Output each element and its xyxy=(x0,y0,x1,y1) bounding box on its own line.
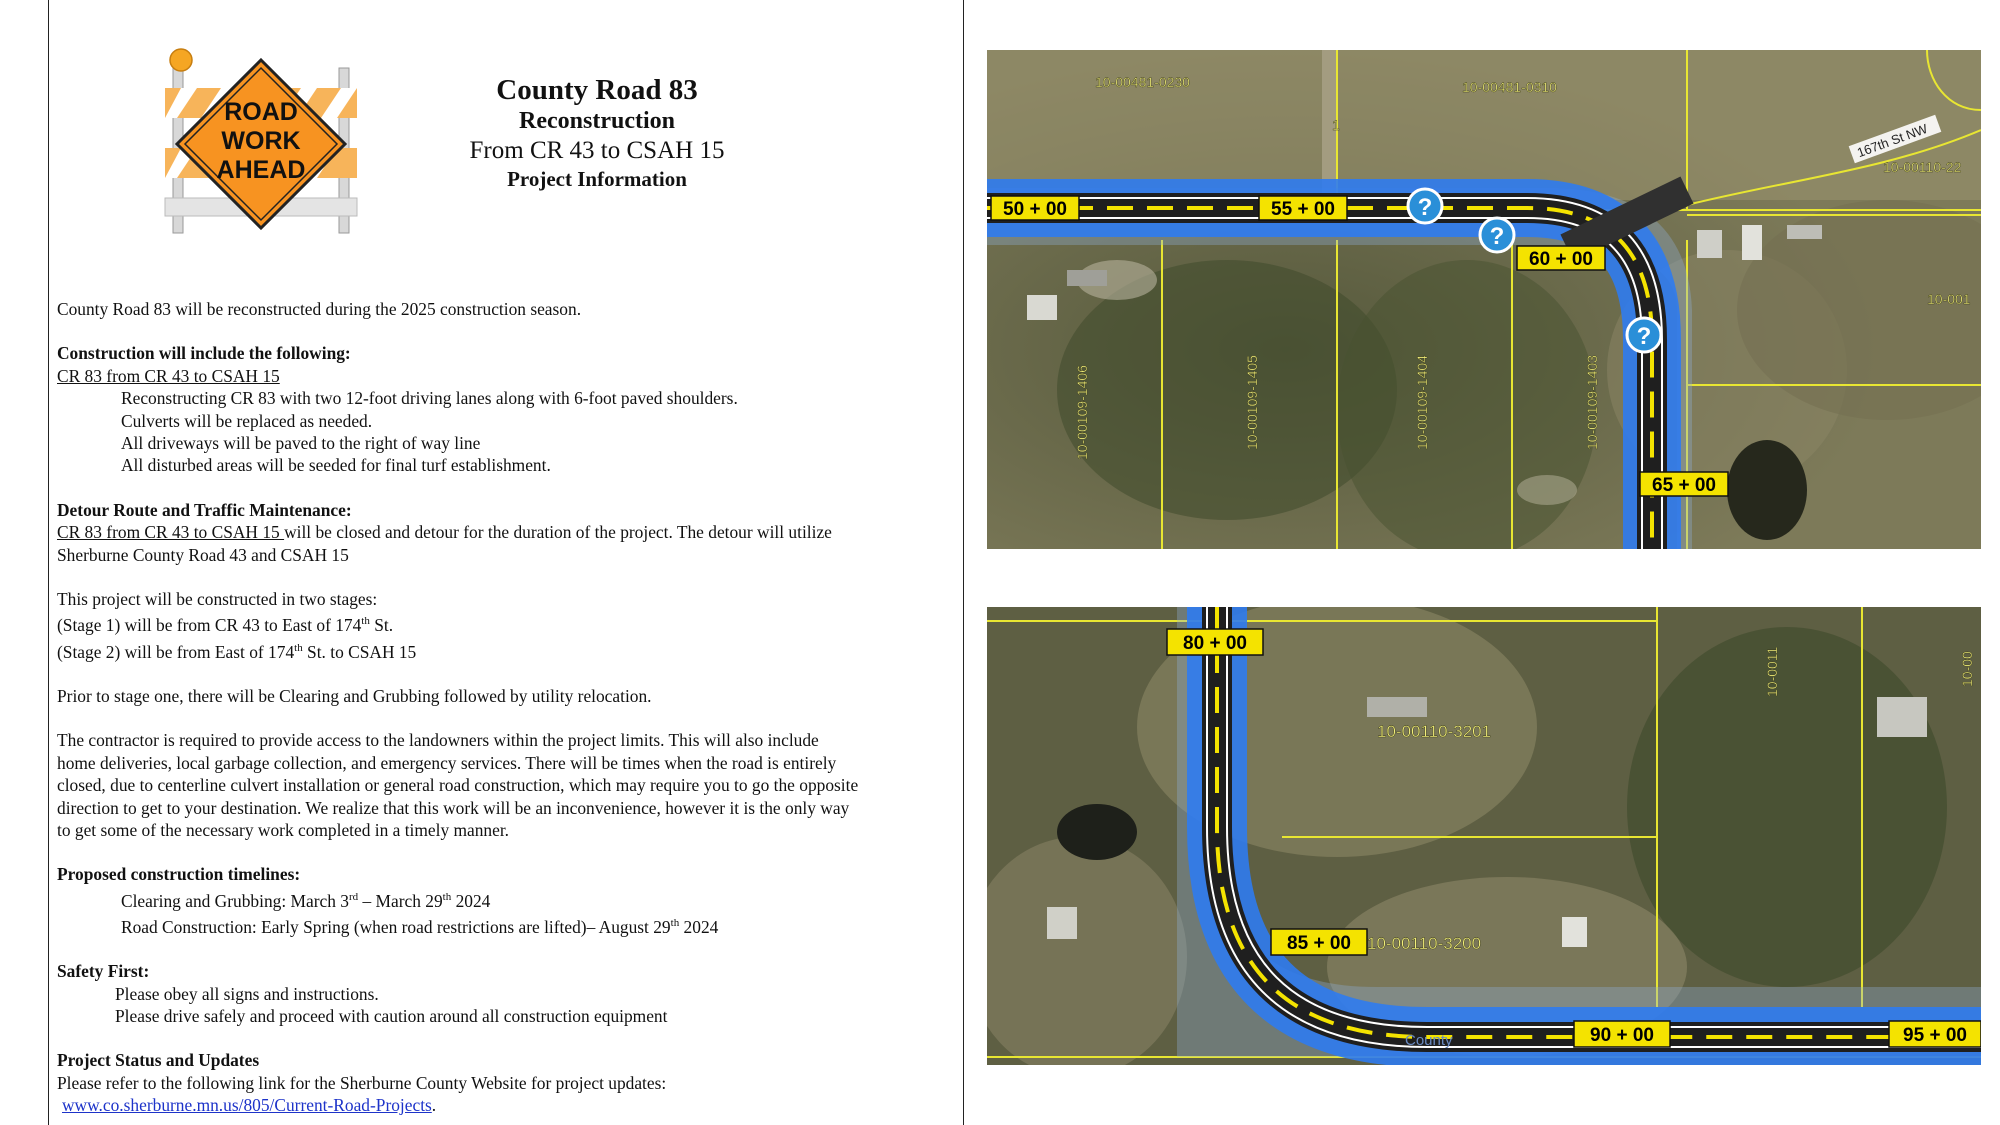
aerial-map-stations-80-95 xyxy=(987,607,1981,1065)
intro-text: County Road 83 will be reconstructed during the 2025 construction season. xyxy=(57,299,582,319)
parcel-id: 10-00110-3201 xyxy=(1377,722,1492,741)
station-label: 50 + 00 xyxy=(1003,199,1067,220)
station-label: 85 + 00 xyxy=(1287,933,1351,954)
detour-segment: CR 83 from CR 43 to CSAH 15 xyxy=(57,522,285,543)
stage-1 xyxy=(57,610,957,636)
document-title: County Road 83 xyxy=(496,74,698,106)
access-line: to get some of the necessary work completed in a timely manner. xyxy=(57,819,510,840)
document-header xyxy=(407,74,787,192)
document-page xyxy=(48,0,964,1125)
station-label: 55 + 00 xyxy=(1271,199,1335,220)
parcel-id: 10-00109-1403 xyxy=(1584,355,1600,450)
question-marker-icon[interactable] xyxy=(1480,218,1514,252)
access-line: closed, due to centerline culvert installation or general road construction, which may require you to go the opposite xyxy=(57,775,859,796)
timeline-sup: th xyxy=(670,916,680,929)
status-link-line xyxy=(57,1094,957,1116)
stage-2-tail: St. to CSAH 15 xyxy=(302,641,417,662)
status-text: Please refer to the following link for the Sherburne County Website for project updates: xyxy=(57,1072,667,1093)
document-subtitle: Reconstruction xyxy=(519,108,675,135)
station-label: 90 + 00 xyxy=(1590,1025,1654,1046)
access-line: direction to get to your destination. We realize that this work will be an inconvenience, however it is the only way xyxy=(57,797,850,818)
status-heading: Project Status and Updates xyxy=(57,1050,260,1071)
construction-item: All disturbed areas will be seeded for final turf establishment. xyxy=(121,455,551,476)
sign-line-3: AHEAD xyxy=(216,156,306,184)
question-marker-icon[interactable] xyxy=(1408,189,1442,223)
project-info-heading: Project Information xyxy=(507,167,687,192)
timeline-clearing xyxy=(57,886,957,912)
sign-line-1: ROAD xyxy=(224,98,298,126)
street-label: 167th St NW xyxy=(1855,120,1930,161)
timeline-clearing-text: – March 29 xyxy=(358,890,443,911)
timeline-road-year: 2024 xyxy=(679,916,719,937)
stage-2-text: (Stage 2) will be from East of 174 xyxy=(57,641,295,662)
safety-item: Please drive safely and proceed with caution around all construction equipment xyxy=(115,1005,668,1026)
document-body xyxy=(57,298,957,1117)
svg-text:?: ? xyxy=(1636,323,1652,350)
construction-segment: CR 83 from CR 43 to CSAH 15 xyxy=(57,365,280,386)
detour-text-2: Sherburne County Road 43 and CSAH 15 xyxy=(57,544,349,565)
stage-1-tail: St. xyxy=(369,615,394,636)
stage-1-sup: th xyxy=(361,615,370,628)
stages-intro: This project will be constructed in two stages: xyxy=(57,589,378,610)
svg-text:?: ? xyxy=(1417,194,1433,221)
parcel-id: 10-001 xyxy=(1927,291,1971,307)
project-limits: From CR 43 to CSAH 15 xyxy=(469,137,725,165)
construction-heading: Construction will include the following: xyxy=(57,343,351,364)
detour-text-line: will be closed and detour for the duration of the project. The detour will utilize xyxy=(284,522,832,543)
construction-item: All driveways will be paved to the right of way line xyxy=(121,433,481,454)
sign-line-2: WORK xyxy=(221,127,301,155)
project-updates-link[interactable]: www.co.sherburne.mn.us/805/Current-Road-Projects xyxy=(62,1095,432,1116)
detour-text xyxy=(57,521,957,543)
station-label: 65 + 00 xyxy=(1652,475,1716,496)
parcel-id: 10-00 xyxy=(1959,651,1975,687)
parcel-id: 10-00109-1405 xyxy=(1244,355,1260,450)
road-work-sign-icon xyxy=(161,48,361,238)
parcel-id: 10-00481-0230 xyxy=(1095,74,1190,90)
clearing-text: Prior to stage one, there will be Clearing and Grubbing followed by utility relocation. xyxy=(57,685,652,706)
svg-text:?: ? xyxy=(1489,223,1505,250)
timeline-clearing-text: Clearing and Grubbing: March 3 xyxy=(121,890,349,911)
detour-heading: Detour Route and Traffic Maintenance: xyxy=(57,499,352,520)
parcel-id: 10-00109-1406 xyxy=(1074,365,1090,460)
link-period: . xyxy=(431,1095,437,1116)
stage-1-text: (Stage 1) will be from CR 43 to East of 174 xyxy=(57,615,362,636)
station-label: 80 + 00 xyxy=(1183,633,1247,654)
safety-heading: Safety First: xyxy=(57,961,150,982)
access-line: home deliveries, local garbage collection, and emergency services. There will be times when the road is entirely xyxy=(57,752,837,773)
construction-item: Reconstructing CR 83 with two 12-foot driving lanes along with 6-foot paved shoulders. xyxy=(121,388,738,409)
timeline-road-text: Road Construction: Early Spring (when road restrictions are lifted)– August 29 xyxy=(121,916,671,937)
parcel-id: 10-00481-0310 xyxy=(1462,79,1557,95)
question-marker-icon[interactable] xyxy=(1627,318,1661,352)
access-line: The contractor is required to provide access to the landowners within the project limits. This will also include xyxy=(57,730,819,751)
parcel-id: 10-00109-1404 xyxy=(1414,355,1430,450)
parcel-id: 10-00110-3200 xyxy=(1367,934,1482,953)
timeline-sup: th xyxy=(442,890,452,903)
timeline-sup: rd xyxy=(348,890,359,903)
timeline-heading: Proposed construction timelines: xyxy=(57,864,301,885)
timeline-road xyxy=(57,912,957,938)
stage-2-sup: th xyxy=(294,641,303,654)
parcel-id: 10-00110-22 xyxy=(1883,159,1962,175)
aerial-map-stations-50-65 xyxy=(987,50,1981,549)
street-label: County xyxy=(1405,1032,1453,1049)
lot-number: 1 xyxy=(1332,117,1340,133)
stage-2 xyxy=(57,637,957,663)
parcel-id: 10-0011 xyxy=(1764,646,1780,697)
timeline-clearing-year: 2024 xyxy=(451,890,491,911)
construction-item: Culverts will be replaced as needed. xyxy=(121,410,373,431)
station-label: 60 + 00 xyxy=(1529,249,1593,270)
safety-item: Please obey all signs and instructions. xyxy=(115,983,379,1004)
station-label: 95 + 00 xyxy=(1903,1025,1967,1046)
